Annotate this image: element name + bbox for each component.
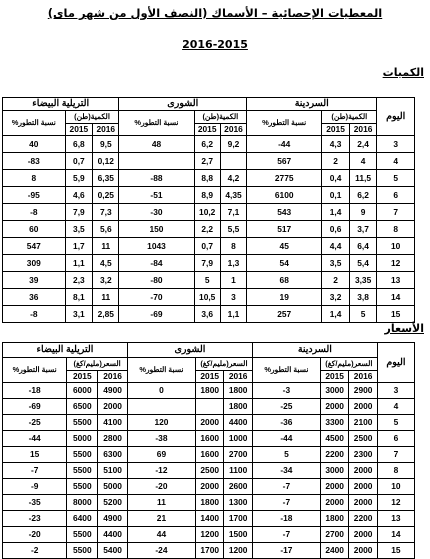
value-2016-cell: 1,3 xyxy=(220,255,246,272)
change-cell: 547 xyxy=(3,238,66,255)
group-header-saurel: الشورى xyxy=(119,98,247,111)
change-cell: -12 xyxy=(127,463,195,479)
years-heading: 2016-2015 xyxy=(182,38,248,51)
value-2016-cell: 2300 xyxy=(349,447,377,463)
value-2015-cell: 1,4 xyxy=(322,204,350,221)
table-row xyxy=(3,153,415,170)
value-2016-cell: 2000 xyxy=(349,495,377,511)
change-cell: 69 xyxy=(127,447,195,463)
change-cell: -9 xyxy=(3,479,67,495)
day-cell: 10 xyxy=(377,238,415,255)
prices-heading: الأسعار xyxy=(384,322,424,335)
change-cell: -88 xyxy=(119,170,194,187)
value-2015-cell: 0,1 xyxy=(322,187,350,204)
change-cell: 44 xyxy=(127,527,195,543)
change-cell: 39 xyxy=(3,272,66,289)
value-2016-cell: 2000 xyxy=(349,543,377,559)
value-2015-cell: 2200 xyxy=(320,447,348,463)
value-2016-cell: 4 xyxy=(349,153,377,170)
value-2015-cell: 0,4 xyxy=(322,170,350,187)
change-cell: -69 xyxy=(3,399,67,415)
value-2016-cell: 2000 xyxy=(98,399,128,415)
change-cell: -44 xyxy=(247,136,322,153)
change-cell: 36 xyxy=(3,289,66,306)
change-cell: 68 xyxy=(247,272,322,289)
value-2016-cell: 4900 xyxy=(98,383,128,399)
value-2016-cell: 6,35 xyxy=(93,170,119,187)
day-cell: 6 xyxy=(377,431,414,447)
value-2015-cell: 1,1 xyxy=(65,255,93,272)
value-2016-cell: 1 xyxy=(220,272,246,289)
change-cell: -36 xyxy=(252,415,320,431)
value-2015-cell: 2,2 xyxy=(194,221,220,238)
table-row xyxy=(3,527,415,543)
change-cell: -17 xyxy=(252,543,320,559)
value-2015-cell: 0,7 xyxy=(65,153,93,170)
change-cell: -34 xyxy=(252,463,320,479)
change-cell: 517 xyxy=(247,221,322,238)
value-2016-cell: 11 xyxy=(93,289,119,306)
change-cell: 6100 xyxy=(247,187,322,204)
value-2015-cell: 2700 xyxy=(320,527,348,543)
value-2016-cell: 3,7 xyxy=(349,221,377,238)
year-2016-header: 2016 xyxy=(349,124,377,136)
group-header-sardine: السردينة xyxy=(252,343,377,358)
change-cell: -7 xyxy=(252,495,320,511)
table-row xyxy=(3,479,415,495)
day-cell: 15 xyxy=(377,306,415,323)
change-cell: 150 xyxy=(119,221,194,238)
change-cell: -18 xyxy=(3,383,67,399)
year-2015-header: 2015 xyxy=(194,124,220,136)
value-2016-cell: 1700 xyxy=(224,511,252,527)
day-cell: 5 xyxy=(377,170,415,187)
prices-table xyxy=(2,342,415,559)
value-2015-cell: 2000 xyxy=(320,399,348,415)
change-cell xyxy=(127,399,195,415)
change-header: نسبة التطور% xyxy=(3,111,66,136)
day-cell: 6 xyxy=(377,187,415,204)
year-2016-header: 2016 xyxy=(93,124,119,136)
value-2015-cell: 4,3 xyxy=(322,136,350,153)
value-2016-cell xyxy=(220,153,246,170)
value-2016-cell: 2900 xyxy=(349,383,377,399)
table-row xyxy=(3,187,415,204)
change-cell: -84 xyxy=(119,255,194,272)
table-row xyxy=(3,204,415,221)
value-2016-cell: 5,6 xyxy=(93,221,119,238)
group-header-white-trevally: التريلية البيضاء xyxy=(3,343,128,358)
value-2016-cell: 0,12 xyxy=(93,153,119,170)
value-2015-cell: 1,7 xyxy=(65,238,93,255)
value-2016-cell: 4900 xyxy=(98,511,128,527)
change-cell: -30 xyxy=(119,204,194,221)
page-title: المعطيات الإحصائية – الأسماك (النصف الأول من شهر ماى) xyxy=(47,6,383,20)
value-2015-cell: 6,8 xyxy=(65,136,93,153)
change-cell: -7 xyxy=(3,463,67,479)
day-cell: 14 xyxy=(377,289,415,306)
day-cell: 13 xyxy=(377,272,415,289)
change-cell: 5 xyxy=(252,447,320,463)
year-2015-header: 2015 xyxy=(65,124,93,136)
value-2015-cell: 3000 xyxy=(320,383,348,399)
table-row xyxy=(3,221,415,238)
value-2016-cell: 3,35 xyxy=(349,272,377,289)
change-cell: 11 xyxy=(127,495,195,511)
value-2016-cell: 5200 xyxy=(98,495,128,511)
group-header-sardine: السردينة xyxy=(247,98,377,111)
value-2016-cell: 9,2 xyxy=(220,136,246,153)
value-2015-cell: 10,5 xyxy=(194,289,220,306)
year-2015-header: 2015 xyxy=(195,371,223,383)
value-2015-cell: 8,1 xyxy=(65,289,93,306)
change-cell: -25 xyxy=(3,415,67,431)
value-2016-cell: 11,5 xyxy=(349,170,377,187)
value-2016-cell: 2100 xyxy=(349,415,377,431)
table-row xyxy=(3,447,415,463)
group-header-white-trevally: التريلية البيضاء xyxy=(3,98,119,111)
change-cell: -20 xyxy=(127,479,195,495)
value-2015-cell: 3300 xyxy=(320,415,348,431)
value-2016-cell: 7,3 xyxy=(93,204,119,221)
value-2015-cell: 5500 xyxy=(67,447,98,463)
change-header: نسبة التطور% xyxy=(247,111,322,136)
value-2016-cell: 8 xyxy=(220,238,246,255)
value-2015-cell: 2000 xyxy=(195,479,223,495)
day-cell: 8 xyxy=(377,463,414,479)
value-2015-cell: 4,4 xyxy=(322,238,350,255)
table-row xyxy=(3,306,415,323)
change-cell: -7 xyxy=(252,479,320,495)
change-cell: 257 xyxy=(247,306,322,323)
value-2016-cell: 1800 xyxy=(224,383,252,399)
qty-header: الكمية(طن) xyxy=(65,111,119,124)
value-2015-cell: 2000 xyxy=(320,495,348,511)
change-cell: -8 xyxy=(3,306,66,323)
change-cell: 543 xyxy=(247,204,322,221)
change-cell: 120 xyxy=(127,415,195,431)
change-cell: 567 xyxy=(247,153,322,170)
value-2015-cell: 10,2 xyxy=(194,204,220,221)
value-2016-cell: 1500 xyxy=(224,527,252,543)
day-cell: 10 xyxy=(377,479,414,495)
value-2016-cell: 2000 xyxy=(349,527,377,543)
change-cell: -95 xyxy=(3,187,66,204)
table-row xyxy=(3,170,415,187)
value-2015-cell: 8000 xyxy=(67,495,98,511)
day-header: اليوم xyxy=(377,98,415,136)
change-cell: 309 xyxy=(3,255,66,272)
value-2016-cell: 4400 xyxy=(98,527,128,543)
value-2016-cell: 1300 xyxy=(224,495,252,511)
change-cell: -44 xyxy=(252,431,320,447)
year-2016-header: 2016 xyxy=(98,371,128,383)
value-2016-cell: 5100 xyxy=(98,463,128,479)
day-cell: 12 xyxy=(377,495,414,511)
value-2015-cell: 0,7 xyxy=(194,238,220,255)
change-header: نسبة التطور% xyxy=(3,358,67,383)
value-2016-cell: 7,1 xyxy=(220,204,246,221)
value-2015-cell: 2000 xyxy=(195,415,223,431)
change-cell xyxy=(119,153,194,170)
change-cell: -8 xyxy=(3,204,66,221)
change-cell: 60 xyxy=(3,221,66,238)
day-cell: 3 xyxy=(377,136,415,153)
year-2016-header: 2016 xyxy=(349,371,377,383)
value-2016-cell: 5 xyxy=(349,306,377,323)
year-2016-header: 2016 xyxy=(220,124,246,136)
change-cell: -24 xyxy=(127,543,195,559)
change-cell: -20 xyxy=(3,527,67,543)
change-cell: -2 xyxy=(3,543,67,559)
value-2015-cell: 8,8 xyxy=(194,170,220,187)
value-2016-cell: 4,2 xyxy=(220,170,246,187)
value-2015-cell: 1200 xyxy=(195,527,223,543)
value-2015-cell: 7,9 xyxy=(65,204,93,221)
year-2015-header: 2015 xyxy=(320,371,348,383)
value-2015-cell: 5000 xyxy=(67,431,98,447)
day-cell: 7 xyxy=(377,204,415,221)
value-2016-cell: 3,8 xyxy=(349,289,377,306)
value-2015-cell: 6500 xyxy=(67,399,98,415)
value-2015-cell: 5500 xyxy=(67,527,98,543)
change-cell: -80 xyxy=(119,272,194,289)
qty-header: الكمية(طن) xyxy=(194,111,247,124)
value-2015-cell: 3,1 xyxy=(65,306,93,323)
change-cell: -3 xyxy=(252,383,320,399)
value-2016-cell: 2600 xyxy=(224,479,252,495)
value-2015-cell: 3000 xyxy=(320,463,348,479)
value-2016-cell: 2200 xyxy=(349,511,377,527)
value-2016-cell: 5,4 xyxy=(349,255,377,272)
change-cell: 54 xyxy=(247,255,322,272)
value-2015-cell: 6400 xyxy=(67,511,98,527)
value-2016-cell: 6300 xyxy=(98,447,128,463)
change-cell: 21 xyxy=(127,511,195,527)
table-row xyxy=(3,136,415,153)
price-header: السعر(مليم/كغ) xyxy=(195,358,252,371)
change-cell: -69 xyxy=(119,306,194,323)
value-2015-cell: 1800 xyxy=(195,495,223,511)
price-header: السعر(مليم/كغ) xyxy=(320,358,377,371)
value-2015-cell: 5 xyxy=(194,272,220,289)
day-cell: 13 xyxy=(377,511,414,527)
day-cell: 7 xyxy=(377,447,414,463)
change-header: نسبة التطور% xyxy=(119,111,194,136)
value-2016-cell: 5000 xyxy=(98,479,128,495)
day-cell: 4 xyxy=(377,399,414,415)
value-2015-cell: 3,5 xyxy=(65,221,93,238)
value-2015-cell: 6,2 xyxy=(194,136,220,153)
change-cell: -35 xyxy=(3,495,67,511)
value-2016-cell: 2000 xyxy=(349,479,377,495)
change-cell: -38 xyxy=(127,431,195,447)
group-header-saurel: الشورى xyxy=(127,343,252,358)
change-cell: 2775 xyxy=(247,170,322,187)
table-row xyxy=(3,238,415,255)
value-2016-cell: 2,85 xyxy=(93,306,119,323)
value-2016-cell: 5400 xyxy=(98,543,128,559)
value-2016-cell: 1800 xyxy=(224,399,252,415)
day-cell: 8 xyxy=(377,221,415,238)
value-2015-cell: 1400 xyxy=(195,511,223,527)
day-cell: 14 xyxy=(377,527,414,543)
value-2015-cell: 3,5 xyxy=(322,255,350,272)
year-2016-header: 2016 xyxy=(224,371,252,383)
value-2016-cell: 2800 xyxy=(98,431,128,447)
change-cell: 40 xyxy=(3,136,66,153)
value-2015-cell: 0,6 xyxy=(322,221,350,238)
value-2016-cell: 9 xyxy=(349,204,377,221)
value-2015-cell: 6000 xyxy=(67,383,98,399)
value-2015-cell: 1700 xyxy=(195,543,223,559)
table-row xyxy=(3,272,415,289)
value-2015-cell: 1800 xyxy=(195,383,223,399)
change-cell: 8 xyxy=(3,170,66,187)
table-row xyxy=(3,289,415,306)
change-header: نسبة التطور% xyxy=(252,358,320,383)
value-2016-cell: 6,2 xyxy=(349,187,377,204)
change-cell: -44 xyxy=(3,431,67,447)
value-2016-cell: 5,5 xyxy=(220,221,246,238)
value-2015-cell: 5500 xyxy=(67,415,98,431)
change-cell: 1043 xyxy=(119,238,194,255)
day-cell: 5 xyxy=(377,415,414,431)
change-cell: 15 xyxy=(3,447,67,463)
value-2015-cell: 2 xyxy=(322,153,350,170)
value-2015-cell: 1,4 xyxy=(322,306,350,323)
table-row xyxy=(3,495,415,511)
value-2016-cell: 0,25 xyxy=(93,187,119,204)
change-cell: 45 xyxy=(247,238,322,255)
value-2016-cell: 1200 xyxy=(224,543,252,559)
change-header: نسبة التطور% xyxy=(127,358,195,383)
year-2015-header: 2015 xyxy=(67,371,98,383)
value-2015-cell: 1800 xyxy=(320,511,348,527)
value-2015-cell xyxy=(195,399,223,415)
change-cell: 19 xyxy=(247,289,322,306)
value-2015-cell: 2500 xyxy=(195,463,223,479)
value-2015-cell: 3,6 xyxy=(194,306,220,323)
change-cell: 0 xyxy=(127,383,195,399)
change-cell: 48 xyxy=(119,136,194,153)
value-2015-cell: 2000 xyxy=(320,479,348,495)
table-row xyxy=(3,431,415,447)
value-2015-cell: 1600 xyxy=(195,447,223,463)
day-cell: 15 xyxy=(377,543,414,559)
day-cell: 4 xyxy=(377,153,415,170)
change-cell: -83 xyxy=(3,153,66,170)
quantities-heading: الكميات xyxy=(382,66,424,79)
day-header: اليوم xyxy=(377,343,414,383)
value-2015-cell: 4,6 xyxy=(65,187,93,204)
table-row xyxy=(3,255,415,272)
change-cell: -25 xyxy=(252,399,320,415)
value-2015-cell: 7,9 xyxy=(194,255,220,272)
change-cell: -23 xyxy=(3,511,67,527)
value-2015-cell: 5500 xyxy=(67,479,98,495)
value-2015-cell: 2,3 xyxy=(65,272,93,289)
value-2016-cell: 4100 xyxy=(98,415,128,431)
table-row xyxy=(3,543,415,559)
value-2015-cell: 8,9 xyxy=(194,187,220,204)
value-2015-cell: 1600 xyxy=(195,431,223,447)
year-2015-header: 2015 xyxy=(322,124,350,136)
value-2016-cell: 4400 xyxy=(224,415,252,431)
quantities-table xyxy=(2,97,415,323)
change-cell: -70 xyxy=(119,289,194,306)
table-row xyxy=(3,399,415,415)
change-cell: -51 xyxy=(119,187,194,204)
value-2015-cell: 5500 xyxy=(67,543,98,559)
price-header: السعر(مليم/كغ) xyxy=(67,358,128,371)
value-2016-cell: 11 xyxy=(93,238,119,255)
value-2016-cell: 6,4 xyxy=(349,238,377,255)
day-cell: 12 xyxy=(377,255,415,272)
value-2016-cell: 2,4 xyxy=(349,136,377,153)
value-2015-cell: 4500 xyxy=(320,431,348,447)
value-2016-cell: 2000 xyxy=(349,463,377,479)
table-row xyxy=(3,415,415,431)
table-row xyxy=(3,383,415,399)
value-2016-cell: 1,1 xyxy=(220,306,246,323)
change-cell: -7 xyxy=(252,527,320,543)
value-2015-cell: 3,2 xyxy=(322,289,350,306)
table-row xyxy=(3,463,415,479)
value-2016-cell: 1100 xyxy=(224,463,252,479)
value-2016-cell: 1000 xyxy=(224,431,252,447)
value-2016-cell: 3,2 xyxy=(93,272,119,289)
value-2016-cell: 2500 xyxy=(349,431,377,447)
value-2016-cell: 9,5 xyxy=(93,136,119,153)
table-row xyxy=(3,511,415,527)
value-2016-cell: 2700 xyxy=(224,447,252,463)
value-2015-cell: 5500 xyxy=(67,463,98,479)
value-2016-cell: 3 xyxy=(220,289,246,306)
value-2016-cell: 2000 xyxy=(349,399,377,415)
value-2015-cell: 2400 xyxy=(320,543,348,559)
change-cell: -18 xyxy=(252,511,320,527)
value-2016-cell: 4,5 xyxy=(93,255,119,272)
qty-header: الكمية(طن) xyxy=(322,111,377,124)
value-2015-cell: 2,7 xyxy=(194,153,220,170)
day-cell: 3 xyxy=(377,383,414,399)
value-2016-cell: 4,35 xyxy=(220,187,246,204)
value-2015-cell: 5,9 xyxy=(65,170,93,187)
value-2015-cell: 2 xyxy=(322,272,350,289)
